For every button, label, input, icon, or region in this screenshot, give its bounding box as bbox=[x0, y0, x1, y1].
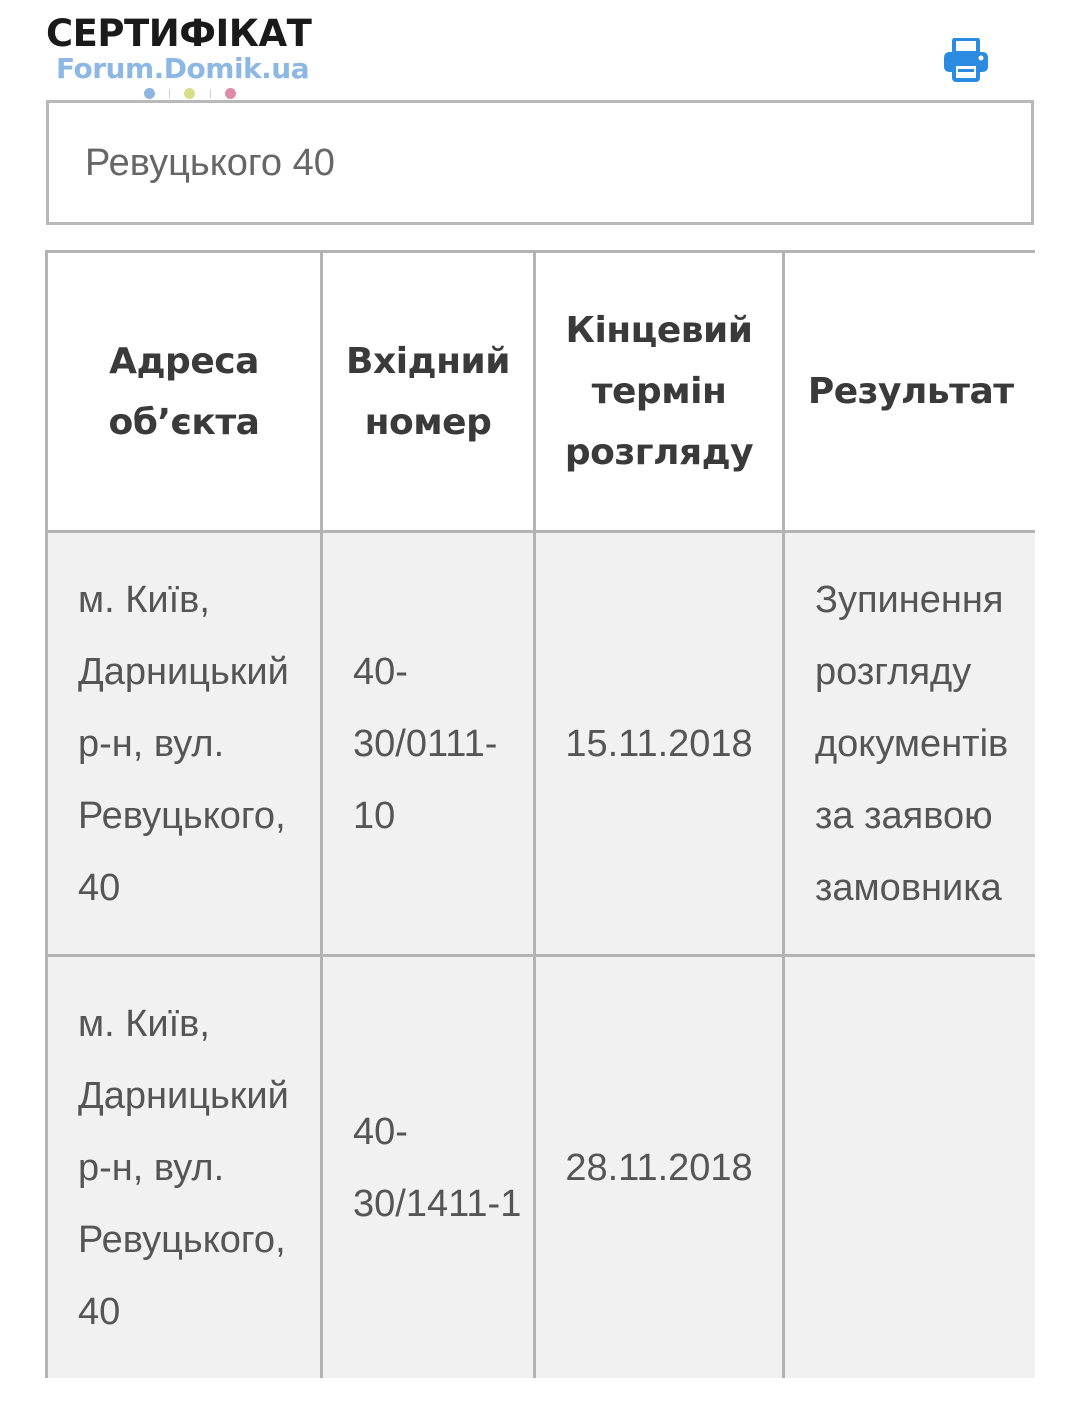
dot-green bbox=[184, 88, 195, 99]
column-header-address: Адреса об’єкта bbox=[47, 252, 322, 532]
cell-result: Зупинення розгляду документів за заявою замовника bbox=[784, 532, 1036, 956]
search-input[interactable] bbox=[85, 131, 965, 195]
cell-deadline: 15.11.2018 bbox=[535, 532, 784, 956]
table-header-row bbox=[47, 252, 1036, 532]
table-row bbox=[47, 532, 1036, 956]
table-row bbox=[47, 956, 1036, 1379]
page-header bbox=[0, 0, 1080, 100]
dot-blue bbox=[144, 88, 155, 99]
column-header-number: Вхідний номер bbox=[322, 252, 535, 532]
cell-result bbox=[784, 956, 1036, 1379]
dot-pink bbox=[225, 88, 236, 99]
cell-address: м. Київ, Дарницький р-н, вул. Ревуцького, 40 bbox=[47, 956, 322, 1379]
watermark-logo: Forum.Domik.ua bbox=[56, 52, 310, 85]
cell-number: 40-30/1411-1 bbox=[322, 956, 535, 1379]
dot-separator bbox=[169, 89, 170, 98]
print-button[interactable] bbox=[942, 38, 990, 82]
results-table-container[interactable] bbox=[45, 250, 1035, 1378]
page-title: СЕРТИФІКАТ bbox=[46, 12, 312, 55]
column-header-result: Результат bbox=[784, 252, 1036, 532]
printer-icon bbox=[942, 38, 990, 82]
results-table bbox=[45, 250, 1035, 1378]
column-header-deadline: Кінцевий термін розгляду bbox=[535, 252, 784, 532]
search-field[interactable] bbox=[46, 100, 1034, 225]
cell-address: м. Київ, Дарницький р-н, вул. Ревуцького, 40 bbox=[47, 532, 322, 956]
watermark-dots bbox=[144, 88, 244, 100]
cell-number: 40-30/0111-10 bbox=[322, 532, 535, 956]
cell-deadline: 28.11.2018 bbox=[535, 956, 784, 1379]
dot-separator bbox=[210, 89, 211, 98]
